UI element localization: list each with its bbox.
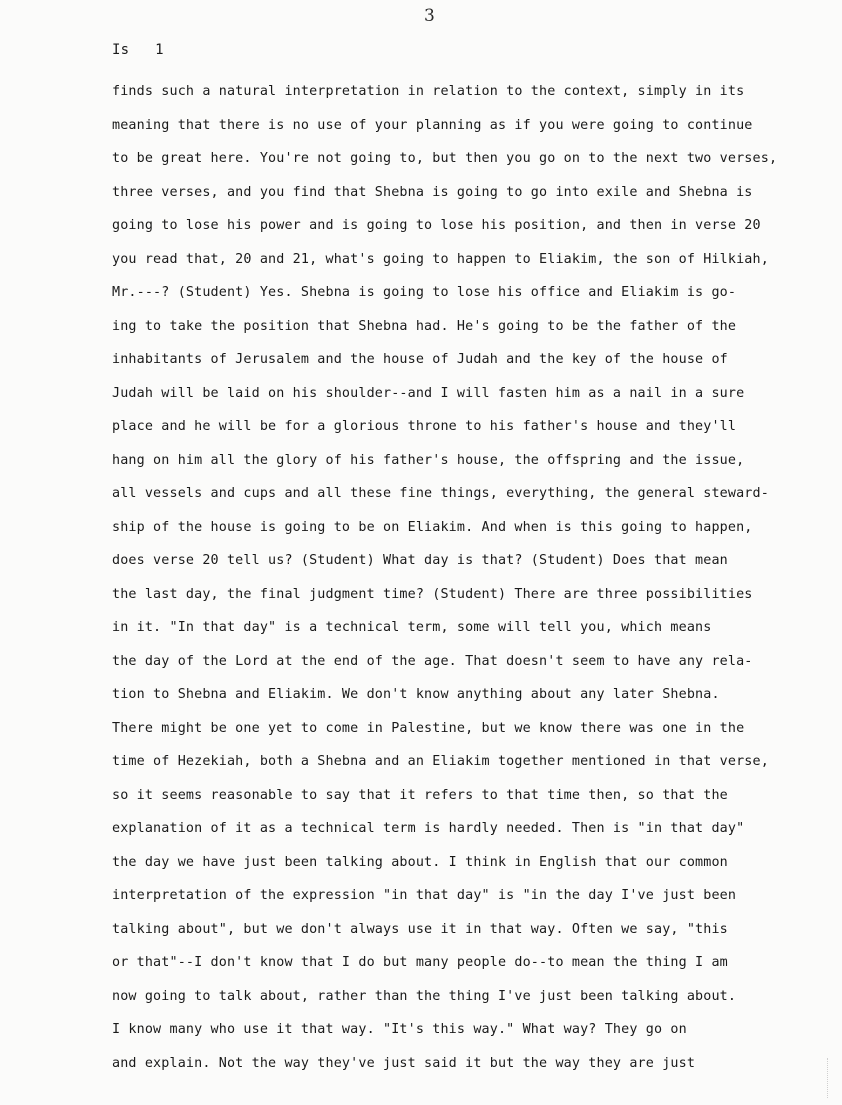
text-line: time of Hezekiah, both a Shebna and an Eliakim together mentioned in that verse,: [112, 754, 769, 769]
text-line: three verses, and you find that Shebna is going to go into exile and Shebna is: [112, 184, 753, 200]
transcript-body: [112, 75, 832, 1080]
text-line: place and he will be for a glorious throne to his father's house and they'll: [112, 419, 737, 434]
text-line: inhabitants of Jerusalem and the house of Judah and the key of the house of: [112, 352, 728, 367]
text-line: There might be one yet to come in Palestine, but we know there was one in the: [112, 720, 745, 736]
text-line: explanation of it as a technical term is hardly needed. Then is "in that day": [112, 821, 745, 836]
text-line: in it. "In that day" is a technical term, some will tell you, which means: [112, 620, 712, 635]
text-line: tion to Shebna and Eliakim. We don't know anything about any later Shebna.: [112, 687, 720, 702]
text-line: or that"--I don't know that I do but many people do--to mean the thing I am: [112, 955, 728, 970]
text-line: the day of the Lord at the end of the age. That doesn't seem to have any rela-: [112, 653, 753, 669]
scan-edge-mark: [827, 1058, 838, 1098]
text-line: I know many who use it that way. "It's this way." What way? They go on: [112, 1022, 687, 1037]
text-line: all vessels and cups and all these fine things, everything, the general steward-: [112, 486, 769, 501]
chapter-reference: Is 1: [112, 42, 164, 58]
text-line: and explain. Not the way they've just said it but the way they are just: [112, 1055, 696, 1071]
text-line: the day we have just been talking about. I think in English that our common: [112, 854, 728, 870]
text-line: so it seems reasonable to say that it refers to that time then, so that the: [112, 787, 728, 803]
text-line: going to lose his power and is going to lose his position, and then in verse 20: [112, 218, 761, 233]
text-line: Mr.---? (Student) Yes. Shebna is going to lose his office and Eliakim is go-: [112, 285, 737, 300]
text-line: interpretation of the expression "in that day" is "in the day I've just been: [112, 888, 737, 903]
text-line: talking about", but we don't always use it in that way. Often we say, "this: [112, 921, 728, 937]
text-line: now going to talk about, rather than the thing I've just been talking about.: [112, 988, 737, 1004]
page-number: 3: [424, 6, 435, 26]
text-line: hang on him all the glory of his father's house, the offspring and the issue,: [112, 452, 745, 468]
text-line: does verse 20 tell us? (Student) What day is that? (Student) Does that mean: [112, 553, 728, 568]
text-line: ing to take the position that Shebna had. He's going to be the father of the: [112, 318, 737, 334]
text-line: you read that, 20 and 21, what's going to happen to Eliakim, the son of Hilkiah,: [112, 251, 769, 267]
text-line: ship of the house is going to be on Eliakim. And when is this going to happen,: [112, 519, 753, 535]
text-line: to be great here. You're not going to, but then you go on to the next two verses,: [112, 151, 778, 166]
text-line: the last day, the final judgment time? (Student) There are three possibilities: [112, 586, 753, 602]
text-line: Judah will be laid on his shoulder--and I will fasten him as a nail in a sure: [112, 385, 745, 401]
text-line: meaning that there is no use of your planning as if you were going to continue: [112, 117, 753, 133]
text-line: finds such a natural interpretation in relation to the context, simply in its: [112, 84, 745, 99]
